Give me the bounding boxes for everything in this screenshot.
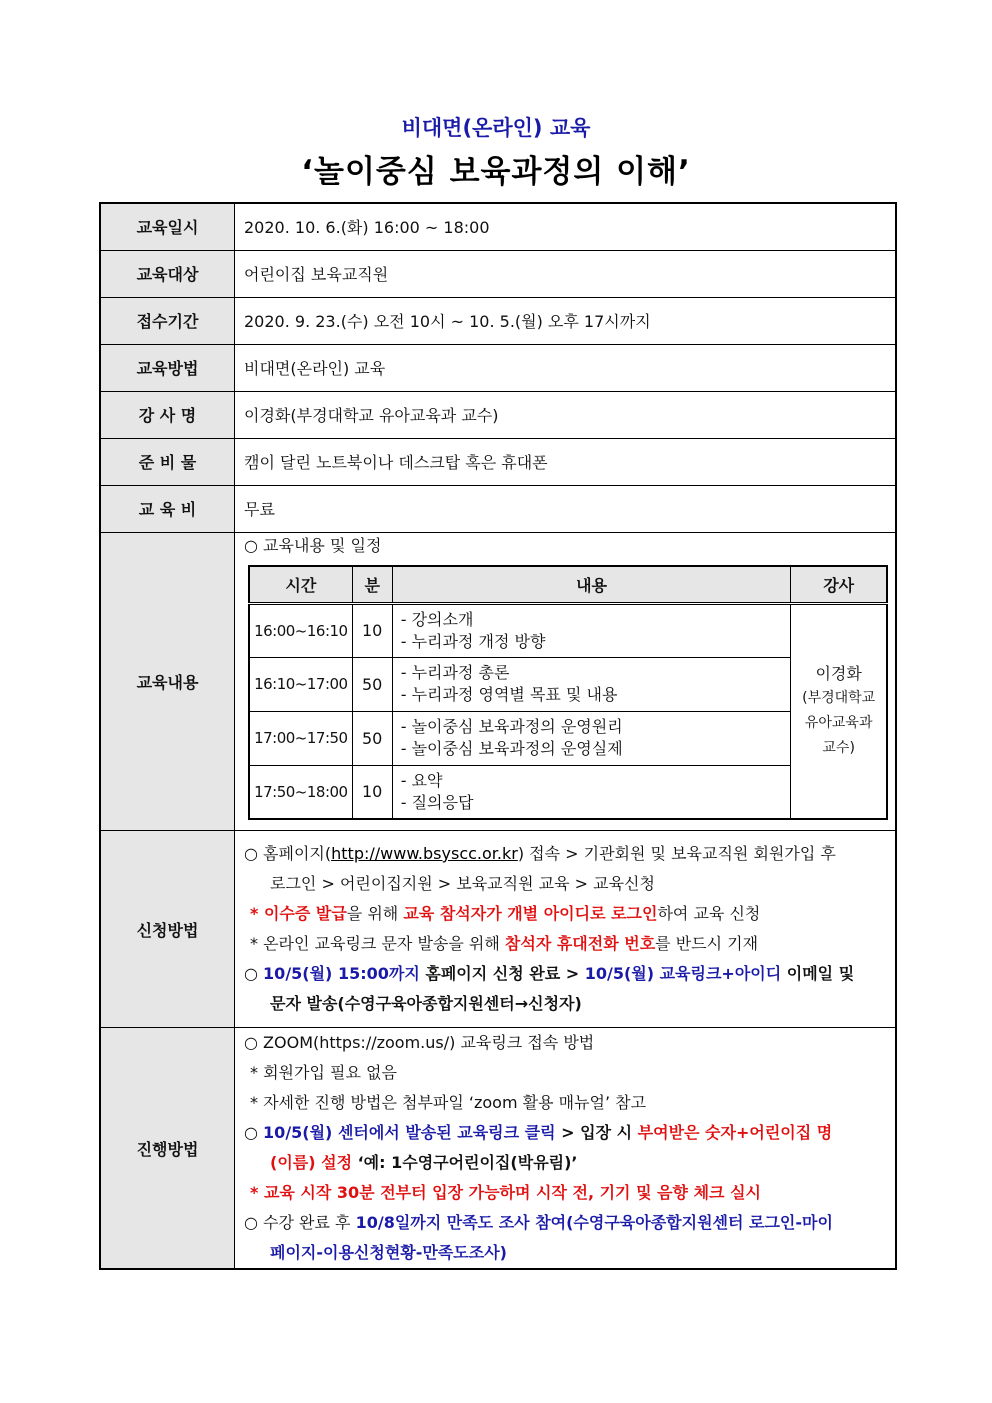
proceed-line: * 자세한 진행 방법은 첨부파일 ‘zoom 활용 매뉴얼’ 참고 — [250, 1093, 647, 1112]
instructor-affiliation: 유아교육과 — [804, 715, 873, 732]
table-row — [100, 438, 896, 485]
apply-line — [244, 839, 886, 869]
apply-line — [244, 899, 886, 929]
column-header-minutes: 분 — [352, 566, 392, 604]
schedule-header-row — [249, 566, 887, 604]
proceed-line — [244, 1118, 886, 1148]
proceed-line: * 회원가입 필요 없음 — [250, 1063, 397, 1082]
row-label: 준 비 물 — [100, 438, 235, 485]
text: ○ — [244, 1123, 264, 1142]
proceed-line — [244, 1208, 886, 1238]
apply-line — [244, 959, 886, 989]
schedule-items — [392, 711, 791, 765]
text: 교육 참석자가 개별 아이디로 로그인 — [403, 904, 658, 923]
text: 10/5(월) 교육링크+아이디 — [584, 964, 782, 983]
row-value: 2020. 9. 23.(수) 오전 10시 ~ 10. 5.(월) 오후 17시까지 — [235, 297, 897, 344]
row-label: 교육방법 — [100, 344, 235, 391]
apply-line: 로그인 > 어린이집지원 > 보육교직원 교육 > 교육신청 — [270, 874, 655, 893]
text: 10/5(월) 15:00까지 — [263, 964, 420, 983]
schedule-time: 17:50~18:00 — [249, 765, 352, 819]
text: (이름) 설정 — [270, 1153, 353, 1172]
schedule-items — [392, 657, 791, 711]
text: ○ 수강 완료 후 — [244, 1213, 356, 1232]
text: ○ — [244, 964, 264, 983]
apply-line — [244, 929, 886, 959]
homepage-link[interactable]: http://www.bsyscc.or.kr — [331, 844, 518, 863]
text: 10/5(월) 센터에서 발송된 교육링크 클릭 — [263, 1123, 556, 1142]
table-row — [100, 250, 896, 297]
table-row — [100, 485, 896, 532]
schedule-time: 17:00~17:50 — [249, 711, 352, 765]
text: ‘예: 1수영구어린이집(박유림)’ — [352, 1153, 578, 1172]
column-header-content: 내용 — [392, 566, 791, 604]
instructor-affiliation: 교수) — [822, 740, 855, 757]
schedule-items — [392, 603, 791, 657]
table-row — [100, 297, 896, 344]
info-table — [99, 202, 897, 1270]
schedule-item: - 놀이중심 보육과정의 운영실제 — [400, 739, 623, 758]
schedule-minutes: 50 — [352, 657, 392, 711]
schedule-instructor — [791, 603, 887, 819]
row-value: 이경화(부경대학교 유아교육과 교수) — [235, 391, 897, 438]
row-value: 무료 — [235, 485, 897, 532]
schedule-time: 16:10~17:00 — [249, 657, 352, 711]
text: 10/8일까지 만족도 조사 참여(수영구육아종합지원센터 로그인-마이 — [355, 1213, 833, 1232]
schedule-item: - 누리과정 개정 방향 — [400, 631, 546, 651]
row-value: 비대면(온라인) 교육 — [235, 344, 897, 391]
text: > 입장 시 — [555, 1123, 638, 1142]
row-label: 접수기간 — [100, 297, 235, 344]
text: * — [250, 904, 264, 923]
text: 이메일 및 — [781, 964, 855, 983]
schedule-minutes: 50 — [352, 711, 392, 765]
schedule-item: - 질의응답 — [400, 792, 474, 812]
text: 이수증 발급 — [263, 904, 347, 923]
text: 하여 교육 신청 — [657, 904, 761, 923]
row-label: 강 사 명 — [100, 391, 235, 438]
content-heading: ○ 교육내용 및 일정 — [244, 535, 382, 555]
row-value: 2020. 10. 6.(화) 16:00 ~ 18:00 — [235, 203, 897, 250]
schedule-minutes: 10 — [352, 603, 392, 657]
document-subtitle: 비대면(온라인) 교육 — [401, 116, 591, 140]
proceed-line: ○ ZOOM(https://zoom.us/) 교육링크 접속 방법 — [244, 1033, 595, 1052]
apply-row — [100, 831, 896, 1028]
table-row — [100, 344, 896, 391]
row-label: 교육일시 — [100, 203, 235, 250]
row-label: 신청방법 — [100, 831, 235, 1028]
row-value: 캠이 달린 노트북이나 데스크탑 혹은 휴대폰 — [235, 438, 897, 485]
text: 부여받은 숫자+어린이집 명 — [637, 1123, 833, 1142]
proceed-cell — [235, 1028, 897, 1270]
instructor-affiliation: (부경대학교 — [802, 690, 876, 707]
row-label: 교육내용 — [100, 532, 235, 831]
apply-line: 문자 발송(수영구육아종합지원센터→신청자) — [270, 994, 582, 1013]
proceed-row — [100, 1028, 896, 1270]
schedule-item: - 강의소개 — [400, 609, 474, 629]
proceed-line: * 교육 시작 30분 전부터 입장 가능하며 시작 전, 기기 및 음향 체크 실시 — [250, 1183, 761, 1202]
text: 을 위해 — [346, 904, 404, 923]
apply-cell — [235, 831, 897, 1028]
text: * 온라인 교육링크 문자 발송을 위해 — [250, 934, 505, 953]
schedule-items — [392, 765, 791, 819]
text: ○ 홈페이지( — [244, 844, 332, 863]
document-title: ‘놀이중심 보육과정의 이해’ — [301, 154, 691, 190]
table-row — [100, 203, 896, 250]
column-header-time: 시간 — [249, 566, 352, 604]
text: 참석자 휴대전화 번호 — [504, 934, 656, 953]
row-label: 진행방법 — [100, 1028, 235, 1270]
text: ) 접속 > 기관회원 및 보육교직원 회원가입 후 — [517, 844, 836, 863]
proceed-line — [244, 1148, 886, 1178]
schedule-minutes: 10 — [352, 765, 392, 819]
schedule-item: - 놀이중심 보육과정의 운영원리 — [400, 717, 623, 736]
column-header-instructor: 강사 — [791, 566, 887, 604]
instructor-name: 이경화 — [815, 664, 862, 684]
table-row — [100, 391, 896, 438]
schedule-time: 16:00~16:10 — [249, 603, 352, 657]
row-value: 어린이집 보육교직원 — [235, 250, 897, 297]
text: 홈페이지 신청 완료 > — [419, 964, 585, 983]
content-cell — [235, 532, 897, 831]
schedule-item: - 누리과정 영역별 목표 및 내용 — [400, 685, 618, 704]
row-label: 교육대상 — [100, 250, 235, 297]
schedule-table — [248, 565, 888, 821]
content-row — [100, 532, 896, 831]
schedule-item: - 요약 — [400, 770, 443, 790]
proceed-line: 페이지-이용신청현황-만족도조사) — [270, 1243, 507, 1262]
schedule-row — [249, 603, 887, 657]
text: 를 반드시 기재 — [655, 934, 759, 953]
schedule-item: - 누리과정 총론 — [400, 663, 510, 682]
row-label: 교 육 비 — [100, 485, 235, 532]
